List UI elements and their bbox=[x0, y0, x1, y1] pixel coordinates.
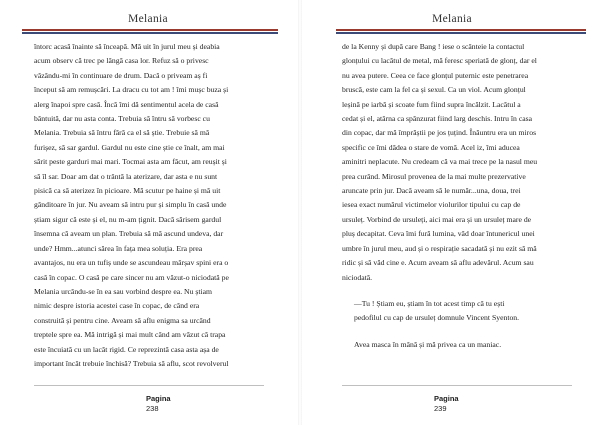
page-header-title: Melania bbox=[128, 13, 168, 25]
text-line: însemna că aveam un plan. Trebuia să mă ascund undeva, dar bbox=[34, 229, 224, 239]
text-line: furișez, să sar gardul. Gardul nu este cine știe ce înalt, am mai bbox=[34, 142, 225, 152]
book-gutter bbox=[298, 0, 302, 425]
footer-page-number: 238 bbox=[146, 404, 159, 413]
left-body-text bbox=[34, 40, 277, 371]
footer-page-label: Pagina bbox=[434, 394, 459, 403]
text-line: glonțului cu lacătul de metal, mă feresc speriată de glonț, dar el bbox=[342, 56, 537, 66]
footer-rule bbox=[34, 385, 264, 386]
footer-page-number: 239 bbox=[434, 404, 447, 413]
text-line: leșină pe iarbă și scoate fum fiind supra încălzit. Lacătul a bbox=[342, 99, 521, 109]
text-line: aruncate prin jur. Dacă aveam să le număr...una, doua, trei bbox=[342, 186, 521, 196]
text-line: specific ce îmi dădea o stare de vomă. Acel iz, îmi aducea bbox=[342, 142, 520, 152]
closing-paragraph: Avea masca în mână și mă privea ca un maniac. bbox=[354, 339, 502, 349]
text-line: gânditoare în jur. Nu aveam să intru pur și simplu în casă unde bbox=[34, 200, 227, 210]
text-line: construită și pentru cine. Aveam să aflu enigma sa urcând bbox=[34, 315, 211, 325]
text-line: treptele spre ea. Mă intrigă și mai mult când am văzut că trapa bbox=[34, 330, 226, 340]
text-line: acum observ că trec pe lângă casa lor. Refuz să o privesc bbox=[34, 56, 209, 66]
text-line: niciodată. bbox=[342, 272, 373, 282]
text-line: ursuleț. Vorbind de ursuleți, aici mai era și un ursuleț mare de bbox=[342, 214, 532, 224]
text-line: nimic despre istoria acestei case în copac, de când era bbox=[34, 301, 200, 311]
text-line: Melania. Trebuia să întru fără ca el să știe. Trebuie să mă bbox=[34, 128, 210, 138]
text-line: avantajos, nu era un tufiș unde se ascundeau mârșav spini era o bbox=[34, 258, 229, 268]
text-line: vâzându-mi în continuare de drum. Dacă o priveam aș fi bbox=[34, 70, 208, 80]
text-line: început să am remușcări. La dracu cu tot am ! îmi mușc buza și bbox=[34, 85, 229, 95]
text-line: prea curând. Mirosul provenea de la mai multe prezervative bbox=[342, 171, 526, 181]
paragraph bbox=[342, 40, 582, 285]
page-header-title: Melania bbox=[432, 13, 472, 25]
header-rule-red bbox=[22, 29, 278, 31]
text-line: iesea exact numărul victimelor violurilor tipului cu cap de bbox=[342, 200, 521, 210]
footer-rule bbox=[342, 385, 572, 386]
right-page bbox=[304, 0, 600, 425]
footer-page-label: Pagina bbox=[146, 394, 171, 403]
header-rule-blue bbox=[336, 32, 586, 34]
text-line: —Tu ! Știam eu, știam în tot acest timp că tu ești bbox=[354, 298, 505, 308]
text-line: bântuită, dar nu asta conta. Trebuia să întru să vorbesc cu bbox=[34, 114, 210, 124]
text-line: pisică ca să aterizez în picioare. Mă scutur pe haine și mă uit bbox=[34, 186, 221, 196]
text-line: din copac, dar mă împrăștii pe jos țuțind. Înăuntru era un miros bbox=[342, 128, 537, 138]
text-line: unde? Hmm...atunci sărea în fața mea soluția. Era prea bbox=[34, 243, 203, 253]
text-line: nu avea putere. Ceea ce face glonțul puternic este penetrarea bbox=[342, 70, 529, 80]
text-line: cedat și el, atârna ca spânzurat fiind larg deschis. Intru în casa bbox=[342, 114, 533, 124]
text-line: sărit peste garduri mai mari. Tocmai asta am făcut, am reușit și bbox=[34, 157, 227, 167]
text-line: important încât trebuie închisă? Trebuia să aflu, scot revolverul bbox=[34, 358, 229, 368]
text-line: Melania urcându-se în ea sau vorbind despre ea. Nu știam bbox=[34, 286, 213, 296]
text-line: este încuiată cu un lacăt rigid. Ce reprezintă casa asta așa de bbox=[34, 344, 219, 354]
text-line: casă în copac. O casă pe care sincer nu am văzut-o niciodată pe bbox=[34, 272, 229, 282]
text-line: alerg înapoi spre casă. Încă îmi dă sentimentul acela de casă bbox=[34, 99, 219, 109]
text-line: să îl sar. Doar am dat o trântă la aterizare, dar asta e nu sunt bbox=[34, 171, 218, 181]
text-line: pluș decapitat. Ceva îmi fură lumina, văd doar întunericul unei bbox=[342, 229, 535, 239]
text-line: pedofilul cu cap de ursuleț domnule Vincent Syenton. bbox=[354, 313, 520, 323]
text-line: întorc acasă înainte să înceapă. Mă uit în jurul meu și deabia bbox=[34, 42, 220, 51]
right-body-text bbox=[342, 40, 582, 352]
text-line: bruscă, este cam la fel ca și sexul. Ca un viol. Acum glonțul bbox=[342, 85, 526, 95]
dialogue-paragraph bbox=[342, 297, 582, 326]
header-rule-blue bbox=[22, 32, 278, 34]
text-line: ridic și să văd cine e. Acum aveam să aflu adevărul. Acum sau bbox=[342, 258, 534, 268]
text-line: aminitri neplacute. Nu credeam că va mai trece pe la nasul meu bbox=[342, 157, 538, 167]
text-line: umbre în jurul meu, aud și o respirație sacadată și nu ezit să mă bbox=[342, 243, 537, 253]
text-line: de la Kenny și după care Bang ! iese o scânteie la contactul bbox=[342, 42, 525, 51]
left-page bbox=[0, 0, 296, 425]
header-rule-red bbox=[336, 29, 586, 31]
text-line: știam sigur că este și el, nu m-am țignit. Dacă sărisem gardul bbox=[34, 214, 222, 224]
